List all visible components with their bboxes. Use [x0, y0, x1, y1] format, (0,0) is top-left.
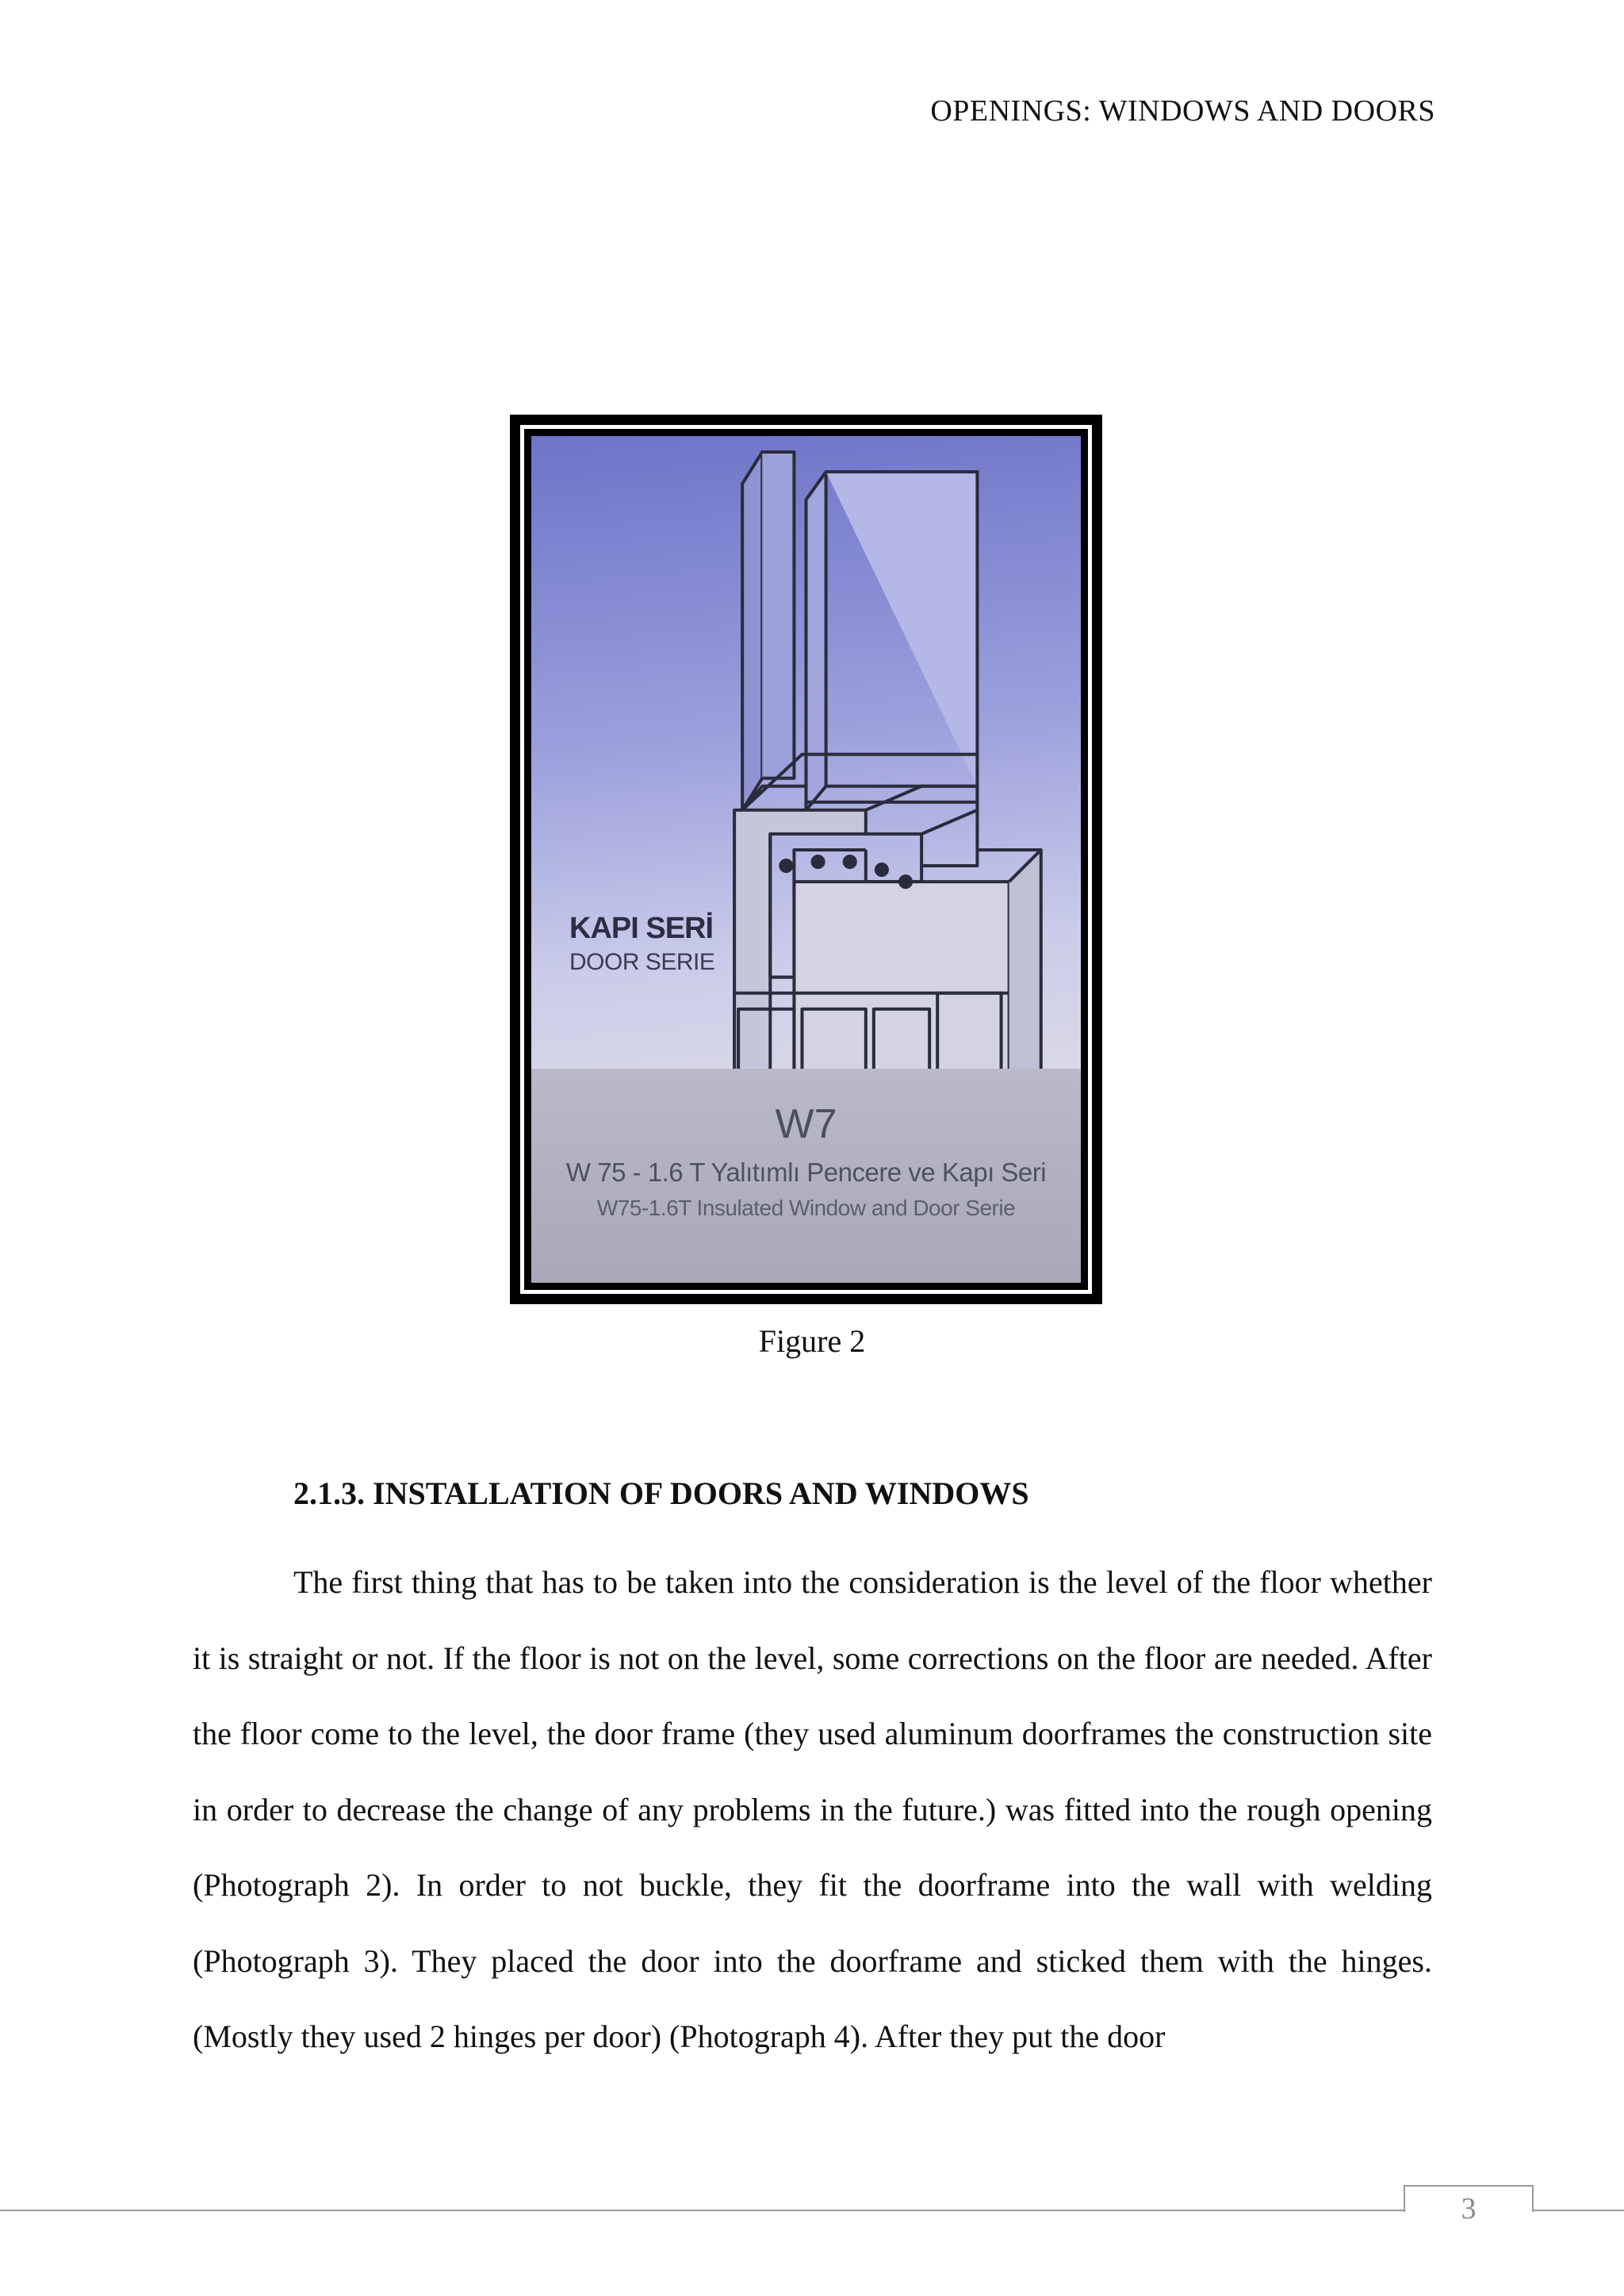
figure-caption-band: [531, 1069, 1081, 1283]
product-code: W7: [775, 1101, 837, 1147]
series-label-tr: KAPI SERİ: [569, 912, 714, 945]
product-description-tr: W 75 - 1.6 T Yalıtımlı Pencere ve Kapı Seri: [565, 1158, 1047, 1187]
section-heading: 2.1.3. INSTALLATION OF DOORS AND WINDOWS: [293, 1475, 1029, 1511]
body-text: [193, 1544, 1432, 2075]
series-label-en: DOOR SERIE: [569, 949, 715, 975]
window-profile-photo: [531, 436, 1081, 1283]
page-number: 3: [1461, 2192, 1477, 2225]
figure-border: [520, 425, 1092, 1294]
paragraph: The first thing that has to be taken into the consideration is the level of the floor whether it is straight or not. If the floor is not on the level, some corrections on the floor are needed. After the floor come to the level, the door frame (they used aluminum doorframes the construction site in order to decrease the change of any problems in the future.) was fitted into the rough opening (Photograph 2). In order to not buckle, they fit the doorframe into the wall with welding (Photograph 3). They placed the door into the doorframe and sticked them with the hinges. (Mostly they used 2 hinges per door) (Photograph 4). After they put the door: [193, 1564, 1432, 2054]
figure-caption: Figure 2: [758, 1323, 866, 1359]
product-description-en: W75-1.6T Insulated Window and Door Serie: [596, 1196, 1016, 1220]
running-header: OPENINGS: WINDOWS AND DOORS: [930, 94, 1435, 128]
footer-rule: [0, 2210, 1624, 2211]
series-label: [569, 912, 714, 976]
figure-frame: [510, 415, 1102, 1304]
